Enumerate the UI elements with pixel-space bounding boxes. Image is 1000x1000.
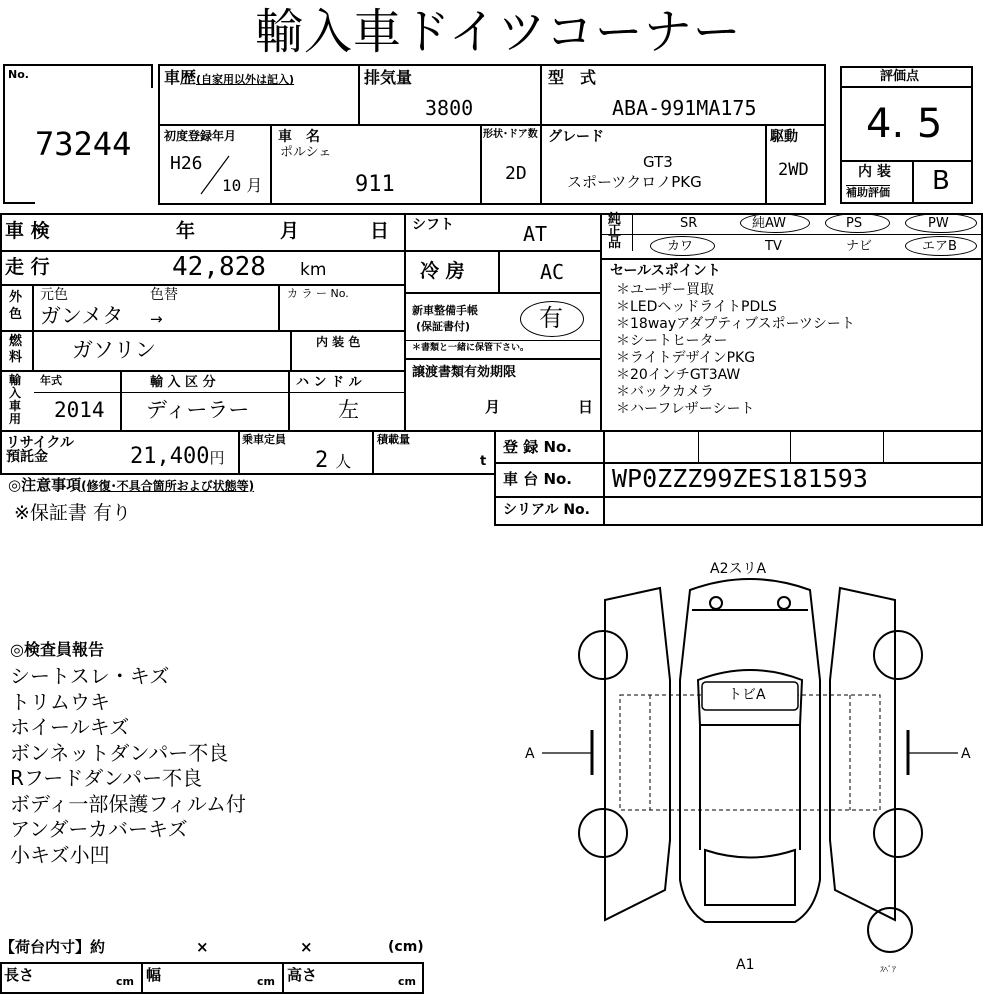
ac-label: 冷 房 (420, 260, 465, 282)
cargo-times-2: × (300, 938, 313, 956)
diagram-right-label: A (961, 746, 971, 762)
car-name-label: 車 名 (278, 129, 320, 145)
transfer-docs-label: 譲渡書類有効期限 (412, 365, 517, 380)
color-number-label: カ ラ ー No. (287, 287, 349, 300)
history-label: 車歴(自家用以外は記入) (164, 68, 295, 87)
interior-score-label: 内 装 (858, 164, 891, 180)
inspector-item: 小キズ小凹 (10, 842, 110, 867)
grade-label: グレード (548, 129, 604, 145)
doors-label: 形状･ドア数 (483, 129, 538, 140)
equipment-pw: PW (928, 216, 949, 231)
length-label: 長さ (4, 966, 35, 984)
grade-line-1: GT3 (643, 153, 673, 171)
first-registration-label: 初度登録年月 (164, 129, 237, 143)
equipment-airbag: エアB (922, 239, 957, 254)
drive-label: 駆動 (770, 129, 798, 145)
width-unit: cm (257, 975, 275, 988)
car-damage-diagram (520, 560, 980, 980)
recycle-label: リサイクル 預託金 (6, 435, 75, 465)
doors-value: 2D (505, 163, 527, 184)
diagram-rear-label: A1 (736, 957, 755, 973)
page-title: 輸入車ドイツコーナー (255, 4, 742, 60)
cargo-table (0, 962, 424, 994)
spare-tire (868, 908, 912, 952)
diagram-spare-label: ｽﾍﾟｱ (880, 965, 896, 974)
chassis-no-label: 車 台 No. (503, 470, 573, 488)
ac-value: AC (540, 260, 565, 284)
diagram-left-label: A (525, 746, 535, 762)
import-type-label: 輸 入 区 分 (150, 375, 216, 390)
cargo-unit: (cm) (388, 939, 424, 955)
model-year-label: 年式 (40, 374, 62, 387)
equipment-aw: 純AW (752, 216, 787, 231)
shaken-month-label: 月 (280, 220, 300, 242)
interior-score-value: B (932, 166, 950, 196)
color-label: 外 色 (9, 290, 23, 322)
first-registration-month: 10 月 (222, 176, 263, 195)
no-label: No. (8, 68, 29, 81)
front-left-wheel (579, 631, 627, 679)
height-label: 高さ (287, 966, 318, 984)
mileage-value: 42,828 (172, 252, 266, 282)
sales-points-list (616, 282, 855, 418)
maker-name: ポルシェ (280, 145, 332, 160)
fuel-label: 燃 料 (9, 334, 23, 365)
height-unit: cm (398, 975, 416, 988)
displacement-label: 排気量 (364, 68, 413, 87)
shaken-label: 車 検 (5, 220, 50, 242)
inspector-item: シートスレ・キズ (10, 664, 170, 688)
recycle-fee: 21,400円 (130, 444, 225, 469)
width-label: 幅 (146, 966, 162, 984)
notes-label: ◎注意事項(修復･不具合箇所および状態等) (8, 476, 255, 494)
registration-no-label: 登 録 No. (503, 438, 573, 456)
shift-label: シフト (412, 217, 454, 233)
interior-color-label: 内 装 色 (316, 335, 361, 349)
length-unit: cm (116, 975, 134, 988)
original-color-label: 元色 (40, 287, 68, 303)
import-label: 輸 入 車 用 (9, 373, 22, 426)
equipment-sr: SR (680, 216, 698, 231)
chassis-number: WP0ZZZ99ZES181593 (612, 464, 868, 493)
inspector-report-list (10, 664, 246, 868)
sales-point: ＊20インチGT3AW (616, 367, 741, 383)
notes-text: ※保証書 有り (14, 502, 131, 524)
mileage-unit: km (300, 260, 327, 280)
sales-point: ＊ハーフレザーシート (616, 401, 755, 417)
displacement-value: 3800 (425, 96, 474, 120)
first-registration-era: H26 (170, 153, 203, 174)
sales-points-label: セールスポイント (610, 263, 721, 279)
shaken-year-label: 年 (176, 220, 196, 242)
lot-number-box (3, 64, 153, 204)
warranty-label: 新車整備手帳 (保証書付) (412, 304, 478, 333)
drive-value: 2WD (778, 160, 809, 180)
equipment-label: 純 正 品 (608, 212, 622, 251)
inspector-report-label: ◎検査員報告 (10, 640, 104, 659)
left-door-panel (605, 588, 670, 920)
sales-point: ＊18wayアダプティブスポーツシート (616, 316, 855, 332)
floor-outline (620, 695, 880, 810)
model-label: 型 式 (548, 68, 597, 87)
color-change-label: 色替 (150, 287, 178, 303)
fuel-value: ガソリン (72, 338, 156, 362)
capacity-label: 乗車定員 (242, 433, 286, 446)
inspector-item: ボディ一部保護フィルム付 (10, 791, 246, 816)
exterior-color: ガンメタ (40, 304, 124, 328)
transfer-day-label: 日 (578, 398, 594, 416)
equipment-navi: ナビ (846, 239, 873, 254)
warranty-value: 有 (539, 304, 563, 332)
inspector-item: ホイールキズ (10, 715, 130, 739)
transfer-month-label: 月 (485, 398, 501, 416)
shaken-day-label: 日 (370, 220, 390, 242)
right-door-panel (830, 588, 895, 920)
sales-point: ＊シートヒーター (616, 333, 728, 349)
car-name: 911 (355, 172, 395, 197)
inspector-item: Rフードダンパー不良 (10, 766, 203, 790)
inspector-item: トリムウキ (10, 689, 110, 714)
capacity-value: 2 人 (315, 448, 352, 473)
mileage-label: 走 行 (5, 256, 50, 278)
load-unit: t (480, 454, 487, 469)
inspector-item: アンダーカバーキズ (10, 817, 188, 841)
cargo-label: 【荷台内寸】約 (0, 938, 106, 956)
equipment-leather: カワ (667, 239, 694, 254)
sales-point: ＊バックカメラ (616, 384, 714, 400)
equipment-tv: TV (765, 239, 782, 254)
handle-label: ハ ン ド ル (296, 375, 362, 390)
diagram-roof-label: トビA (728, 687, 766, 703)
handle-value: 左 (338, 398, 359, 422)
score-label: 評価点 (880, 69, 920, 84)
warranty-note: ＊書類と一緒に保管下さい。 (412, 343, 530, 353)
equipment-ps: PS (846, 216, 863, 231)
rear-right-wheel (874, 809, 922, 857)
lot-number: 73244 (35, 125, 132, 163)
diagram-front-label: A2スリA (710, 561, 767, 577)
shift-value: AT (523, 222, 548, 246)
rear-left-wheel (579, 809, 627, 857)
import-type-value: ディーラー (146, 398, 250, 422)
inspector-item: ボンネットダンパー不良 (10, 740, 229, 765)
front-right-wheel (874, 631, 922, 679)
serial-no-label: シリアル No. (503, 502, 590, 518)
load-label: 積載量 (377, 433, 410, 446)
grade-line-2: スポーツクロノPKG (567, 173, 702, 191)
sales-point: ＊LEDヘッドライトPDLS (616, 299, 777, 315)
model-year-value: 2014 (54, 398, 105, 422)
sales-point: ＊ライトデザインPKG (616, 350, 756, 366)
color-arrow: → (150, 310, 163, 328)
sales-point: ＊ユーザー買取 (616, 282, 714, 298)
interior-score-sub: 補助評価 (846, 186, 890, 199)
cargo-times-1: × (196, 938, 209, 956)
score-value: 4. 5 (866, 101, 943, 147)
model-code: ABA-991MA175 (612, 96, 757, 120)
